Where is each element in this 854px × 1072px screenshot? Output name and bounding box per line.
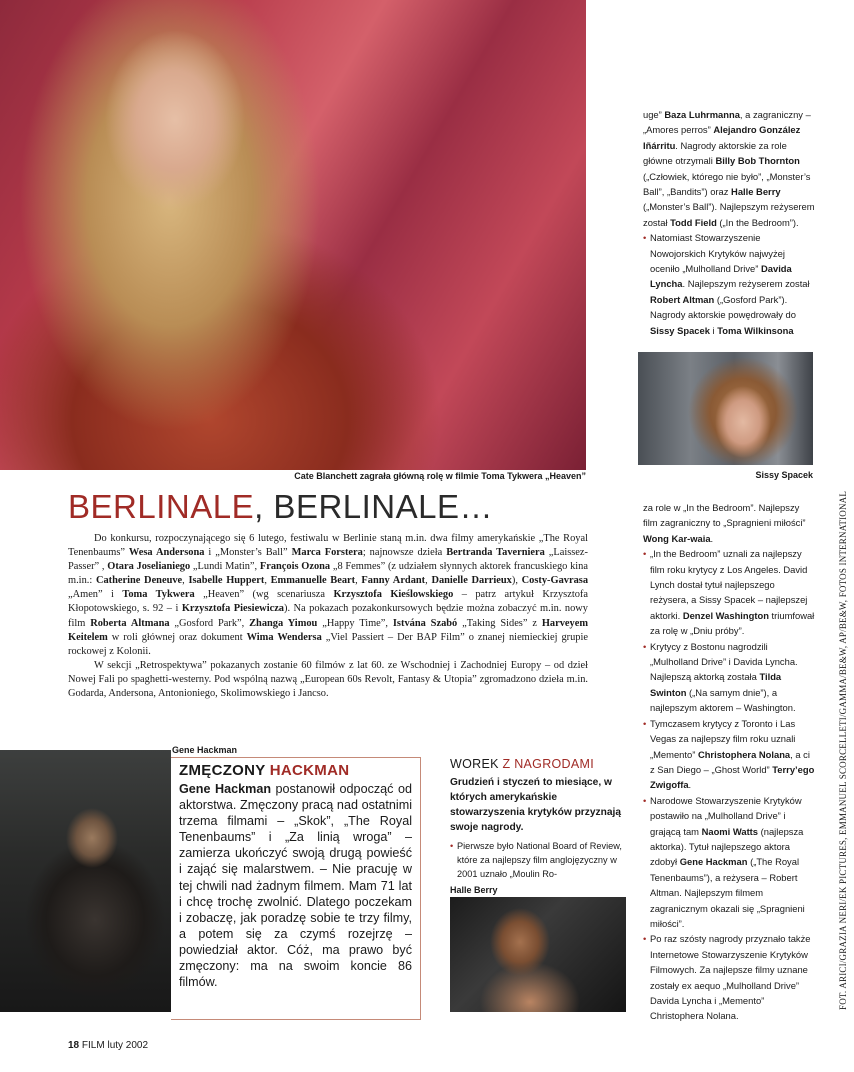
worek-lead: Grudzień i styczeń to miesiące, w których amerykańskie stowarzyszenia krytyków przyznają swoje nagrody. [450, 777, 621, 833]
photo-halle-berry [450, 897, 626, 1012]
photo-cate-blanchett [0, 0, 586, 470]
awards-paragraph: uge” Baza Luhrmanna, a zagraniczny – „Amores perros” Alejandro González Iñárritu. Nagrody aktorskie za role główne otrzymali Billy Bob Thornton („Człowiek, którego nie było”, „Monster’s Ball”, „Bandits”) oraz Halle Berry („Monster’s Ball”). Najlepszym reżyserem został Todd Field („In the Bedroom”). [643, 109, 815, 228]
sidebar-hackman [171, 757, 421, 1020]
awards-bullet: • Tymczasem krytycy z Toronto i Las Vegas za najlepszy film roku uznali „Memento” Christophera Nolana, a ci z San Diego – „Ghost World” Terry’ego Zwigoffa. [643, 716, 815, 793]
issue-date: luty 2002 [104, 1040, 149, 1051]
awards-bullet: • „In the Bedroom” uznali za najlepszy film roku krytycy z Los Angeles. David Lynch dostał tytuł najlepszego reżysera, a Sissy Spacek – najlepszej aktorki. Denzel Washington triumfował za rolę w „Dniu próby”. [643, 546, 815, 638]
article-berlinale [68, 532, 588, 701]
photo-sissy-spacek [638, 352, 813, 465]
worek-title-part1: WOREK [450, 757, 503, 771]
awards-bullet: • Natomiast Stowarzyszenie Nowojorskich Krytyków najwyżej oceniło „Mulholland Drive” Davida Lyncha. Najlepszym reżyserem został Robert Altman („Gosford Park”). Nagrody aktorskie powędrowały do Sissy Spacek i Toma Wilkinsona [643, 230, 815, 338]
awards-bullet: • Krytycy z Bostonu nagrodzili „Mulholland Drive” i Davida Lyncha. Najlepszą aktorką została Tilda Swinton („Na samym dnie”), a najlepszym aktorem – Washington. [643, 639, 815, 716]
headline-part2: , BERLINALE… [254, 488, 494, 525]
headline-part1: BERLINALE [68, 488, 255, 525]
article-paragraph: W sekcji „Retrospektywa” pokazanych zostanie 60 filmów z lat 60. ze Wschodniej i Zachodniej Europy – od dzieł Nowej Fali po spaghetti-westerny. Pod wspólną nazwą „European 60s Revolt, Fantasy & Utopia” zgromadzono dzieła m.in. Godarda, Andersona, Antonioniego, Skolimowskiego i Jancso. [68, 659, 588, 700]
awards-bullet: • Po raz szósty nagrody przyznało także Internetowe Stowarzyszenie Krytyków Filmowych. Za najlepsze filmy uznane zostały ex aequo „Mulholland Drive” Davida Lyncha i „Memento” Christophera Nolana. [643, 931, 815, 1023]
photo-gene-hackman [0, 750, 171, 1012]
awards-column-upper [643, 107, 815, 338]
photo-caption-main: Cate Blanchett zagrała główną rolę w filmie Toma Tykwera „Heaven” [294, 471, 586, 481]
hackman-text: Gene Hackman postanowił odpocząć od aktorstwa. Zmęczony pracą nad ostatnimi trzema filmami – „Skok”, „The Royal Tenenbaums” i „Za linią wroga” – zamierza ukończyć swoją drugą powieść i zająć się malarstwem. – Nie pracuję w tej chwili nad żadnym filmem. Mam 71 lat i chcę trochę zwolnić. Dlatego poczekam i zobaczę, jak poradzę sobie te trzy filmy, a potem się za czymś rozejrzę – powiedział aktor. Cóż, ma prawo być zmęczony: ma na swoim koncie 86 filmów. [179, 782, 412, 990]
photo-credits: FOT. ARICI/GRAZIA NERI/EK PICTURES, EMMANUEL SCORCELLETI/GAMMA/BE&W, AP/BE&W, FOTOS INTERNATIONAL [838, 490, 848, 1010]
page-footer [68, 1040, 148, 1051]
hackman-title-part2: HACKMAN [269, 762, 350, 779]
page-number: 18 [68, 1040, 80, 1051]
hackman-title [179, 762, 412, 779]
hackman-title-part1: ZMĘCZONY [179, 762, 270, 779]
photo-caption-gene: Gene Hackman [172, 745, 238, 755]
photo-caption-halle: Halle Berry [450, 885, 498, 895]
awards-bullet: • Narodowe Stowarzyszenie Krytyków postawiło na „Mulholland Drive” i grającą tam Naomi Watts (najlepsza aktorka). Tytuł najlepszego aktora zdobył Gene Hackman („The Royal Tenenbaums”), a reżysera – Robert Altman. Najlepszym filmem zagranicznym okazali się „Spragnieni miłości”. [643, 793, 815, 932]
worek-title-part2: Z NAGRODAMI [502, 757, 594, 771]
awards-paragraph: za role w „In the Bedroom”. Najlepszy film zagraniczny to „Spragnieni miłości” Wong Kar-waia. [643, 502, 806, 544]
article-paragraph: Do konkursu, rozpoczynającego się 6 lutego, festiwalu w Berlinie staną m.in. dwa filmy amerykańskie „The Royal Tenenbaums” Wesa Andersona i „Monster’s Ball” Marca Forstera; najnowsze dzieła Bertranda Taverniera „Laissez-Passer” , Otara Joselianiego „Lundi Matin”, François Ozona „8 Femmes” (z udziałem słynnych aktorek francuskiego kina m.in.: Catherine Deneuve, Isabelle Huppert, Emmanuelle Beart, Fanny Ardant, Danielle Darrieux), Costy-Gavrasa „Amen” i Toma Tykwera „Heaven” (wg scenariusza Krzysztofa Kieślowskiego – patrz artykuł Krzysztofa Kłopotowskiego, s. 92 – i Krzysztofa Piesiewicza). Na pokazach pozakonkursowych będzie można zobaczyć m.in. nowy film Roberta Altmana „Gosford Park”, Zhanga Yimou „Happy Time”, Istvána Szabó „Taking Sides” z Harveyem Keitelem w roli głównej oraz dokument Wima Wendersa „Viel Passiert – Der BAP Film” o znanej niemieckiej grupie rockowej z Kolonii. [68, 533, 589, 657]
photo-caption-sissy: Sissy Spacek [755, 470, 813, 480]
worek-body: • Pierwsze było National Board of Review, które za najlepszy film anglojęzyczny w 2001 uznało „Moulin Ro- [450, 839, 626, 882]
awards-column-lower [643, 500, 815, 1024]
worek-title [450, 757, 626, 771]
sidebar-worek [450, 757, 626, 882]
page-title [68, 488, 493, 526]
magazine-name: FILM [79, 1040, 105, 1051]
